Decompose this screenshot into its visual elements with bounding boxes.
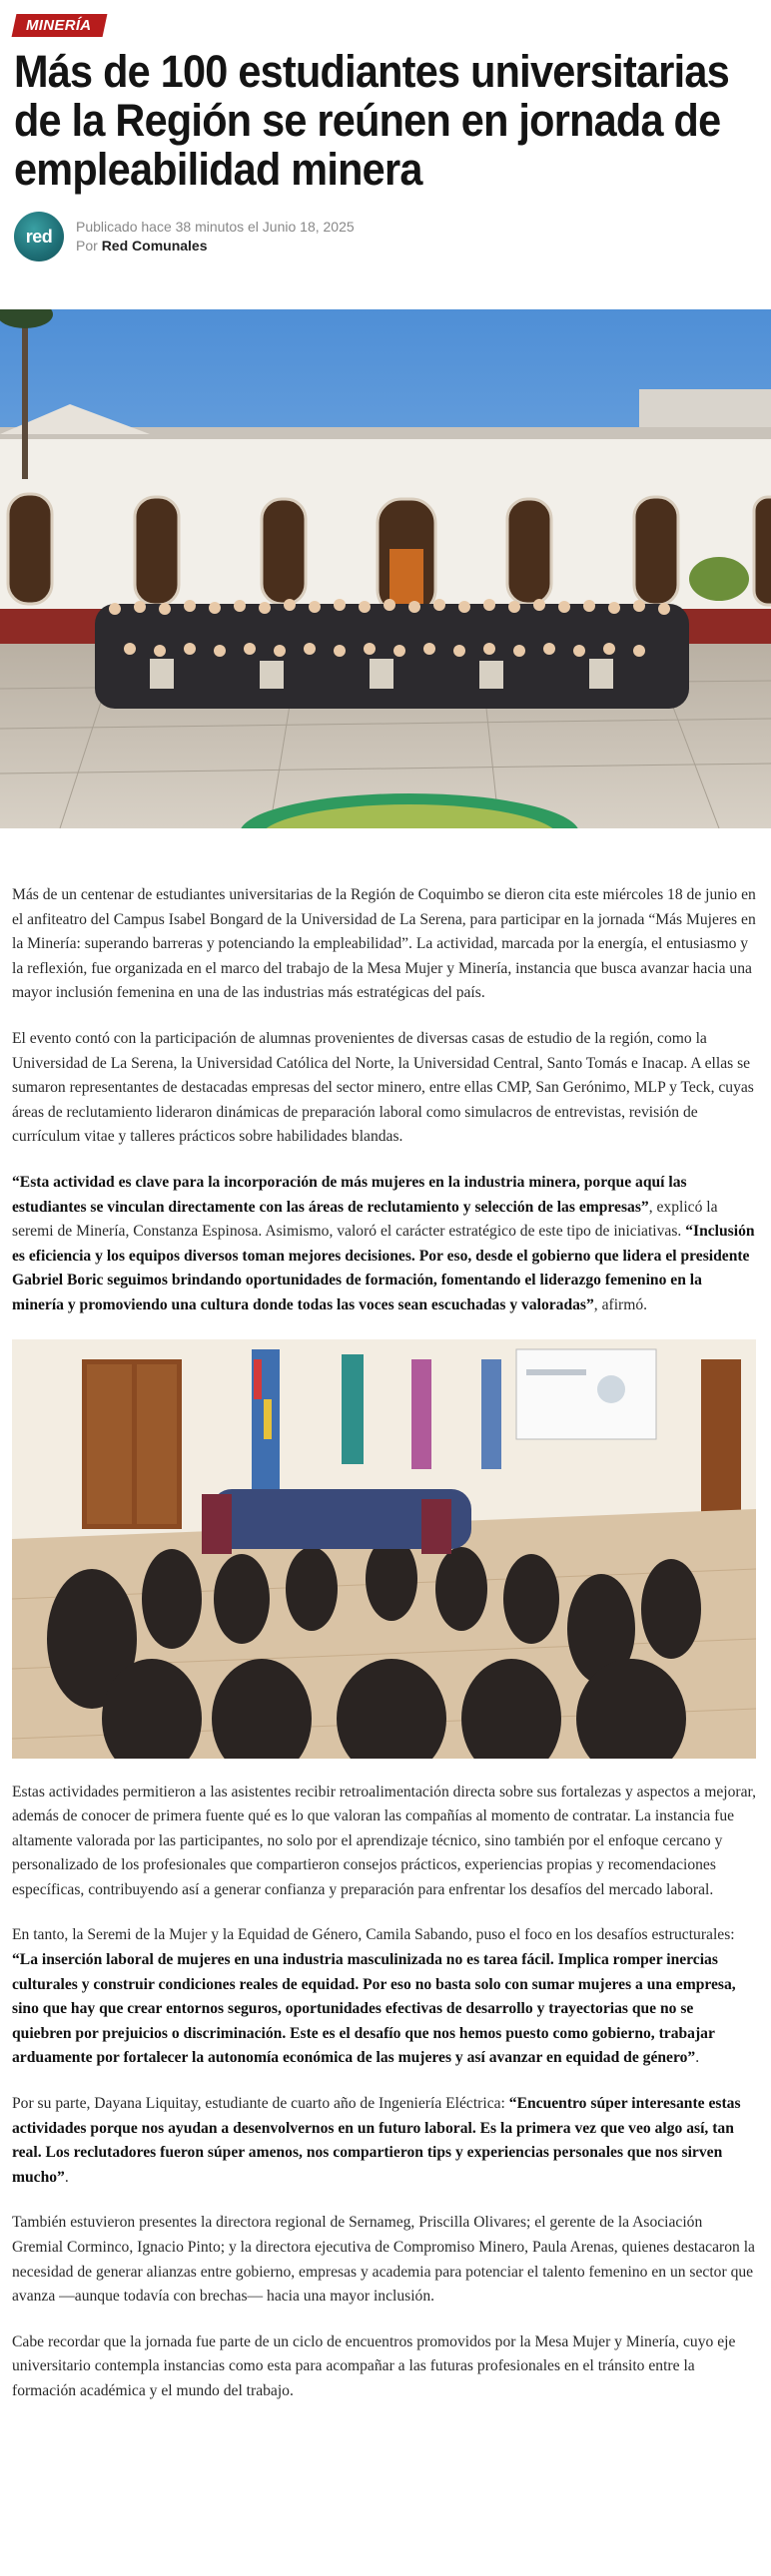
quote-dayana: “Encuentro súper interesante estas actividades porque nos ayudan a desenvolvernos en un futuro laboral. Es la primera vez que veo algo así, tan real. Los reclutadores fueron súper amenos, nos compartieron tips y experiencias personales que nos sirven mucho”	[12, 2095, 741, 2186]
paragraph-7: También estuvieron presentes la directora regional de Sernameg, Priscilla Olivares; el gerente de la Asociación Gremial Corminco, Ignacio Pinto; y la directora ejecutiva de Compromiso Minero, Paula Arenas, quienes destacaron la necesidad de generar alianzas entre gobierno, empresas y academia para potenciar el talento femenino en un sector que avanza —aunque todavía con brechas— hacia una mayor inclusión.	[12, 2214, 755, 2306]
paragraph-6: Por su parte, Dayana Liquitay, estudiante de cuarto año de Ingeniería Eléctrica: “Encuentro súper interesante estas actividades porque nos ayudan a desenvolvernos en un futuro laboral. Es la primera vez que veo algo así, tan real. Los reclutadores fueron súper amenos, nos compartieron tips y experiencias personales que nos sirven mucho”.	[12, 2095, 741, 2186]
author-line: Por Red Comunales	[76, 238, 208, 254]
workshop-image	[12, 1339, 756, 1759]
published-line: Publicado hace 38 minutos el Junio 18, 2025	[76, 219, 355, 235]
quote-constanza-1: “Esta actividad es clave para la incorporación de más mujeres en la industria minera, porque aquí las estudiantes se vinculan directamente con las áreas de reclutamiento y selección de las empresas”	[12, 1173, 687, 1216]
quote-camila: “La inserción laboral de mujeres en una industria masculinizada no es tarea fácil. Implica romper inercias culturales y construir condiciones reales de equidad. Por eso no basta solo con sumar mujeres a una empresa, sino que hay que crear entornos seguros, oportunidades efectivas de desarrollo y trayectorias que no se quiebren por prejuicios o discriminación. Este es el desafío que nos hemos puesto como gobierno, trabajar arduamente por fortalecer la autonomía económica de las mujeres y así avanzar en equidad de género”	[12, 1951, 736, 2067]
author-link[interactable]: Red Comunales	[101, 238, 208, 254]
paragraph-2: El evento contó con la participación de alumnas provenientes de diversas casas de estudio de la región, como la Universidad de La Serena, la Universidad Católica del Norte, la Universidad Central, Santo Tomás e Inacap. A ellas se sumaron representantes de destacadas empresas del sector minero, entre ellas CMP, San Gerónimo, MLP y Teck, cuyas áreas de reclutamiento lideraron dinámicas de preparación laboral como simulacros de entrevistas, revisión de currículum vitae y talleres prácticos sobre habilidades blandas.	[12, 1029, 754, 1146]
article-title: Más de 100 estudiantes universitarias de la Región se reúnen en jornada de empleabilidad minera	[14, 46, 730, 195]
author-avatar[interactable]: red	[14, 212, 64, 261]
paragraph-8: Cabe recordar que la jornada fue parte de un ciclo de encuentros promovidos por la Mesa Mujer y Minería, cuyo eje universitario contempla instancias como esta para acompañar a las futuras profesionales en el tránsito entre la formación académica y el mundo del trabajo.	[12, 2332, 736, 2399]
paragraph-4: Estas actividades permitieron a las asistentes recibir retroalimentación directa sobre sus fortalezas y aspectos a mejorar, además de conocer de primera fuente qué es lo que valoran las compañías al momento de contratar. La instancia fue altamente valorada por las participantes, no solo por el aprendizaje técnico, sino también por el enfoque cercano y personalizado de los profesionales que compartieron consejos prácticos, experiencias propias y recomendaciones específicas, contribuyendo así a generar confianza y preparación para enfrentar los desafíos del mercado laboral.	[12, 1783, 756, 1898]
paragraph-3: “Esta actividad es clave para la incorporación de más mujeres en la industria minera, porque aquí las estudiantes se vinculan directamente con las áreas de reclutamiento y selección de las empresas”, explicó la seremi de Minería, Constanza Espinosa. Asimismo, valoró el carácter estratégico de este tipo de iniciativas. “Inclusión es eficiencia y los equipos diversos toman mejores decisiones. Por eso, desde el gobierno que lidera el presidente Gabriel Boric seguimos brindando oportunidades de formación, fomentando el liderazgo femenino en la minería y promoviendo una cultura donde todas las voces sean escuchadas y valoradas”, afirmó.	[12, 1173, 755, 1313]
category-badge[interactable]: MINERÍA	[12, 14, 108, 37]
quote-constanza-2: “Inclusión es eficiencia y los equipos diversos toman mejores decisiones. Por eso, desde el gobierno que lidera el presidente Gabriel Boric seguimos brindando oportunidades de formación, fomentando el liderazgo femenino en la minería y promoviendo una cultura donde todas las voces sean escuchadas y valoradas”	[12, 1223, 755, 1313]
article-body	[12, 883, 756, 2425]
article-meta	[14, 212, 757, 261]
paragraph-5: En tanto, la Seremi de la Mujer y la Equidad de Género, Camila Sabando, puso el foco en los desafíos estructurales: “La inserción laboral de mujeres en una industria masculinizada no es tarea fácil. Implica romper inercias culturales y construir condiciones reales de equidad. Por eso no basta solo con sumar mujeres a una empresa, sino que hay que crear entornos seguros, oportunidades efectivas de desarrollo y trayectorias que no se quiebren por prejuicios o discriminación. Este es el desafío que nos hemos puesto como gobierno, trabajar arduamente por fortalecer la autonomía económica de las mujeres y así avanzar en equidad de género”.	[12, 1926, 736, 2067]
published-time: hace 38 minutos el Junio 18, 2025	[141, 219, 355, 235]
paragraph-1: Más de un centenar de estudiantes universitarias de la Región de Coquimbo se dieron cita este miércoles 18 de junio en el anfiteatro del Campus Isabel Bongard de la Universidad de La Serena, para participar en la jornada “Más Mujeres en la Minería: superando barreras y potenciando la empleabilidad”. La actividad, marcada por la energía, el entusiasmo y la reflexión, fue organizada en el marco del trabajo de la Mesa Mujer y Minería, instancia que busca avanzar hacia una mayor inclusión femenina en una de las industrias más estratégicas del país.	[12, 886, 756, 1002]
hero-image	[0, 309, 771, 828]
meta-text	[76, 218, 355, 256]
